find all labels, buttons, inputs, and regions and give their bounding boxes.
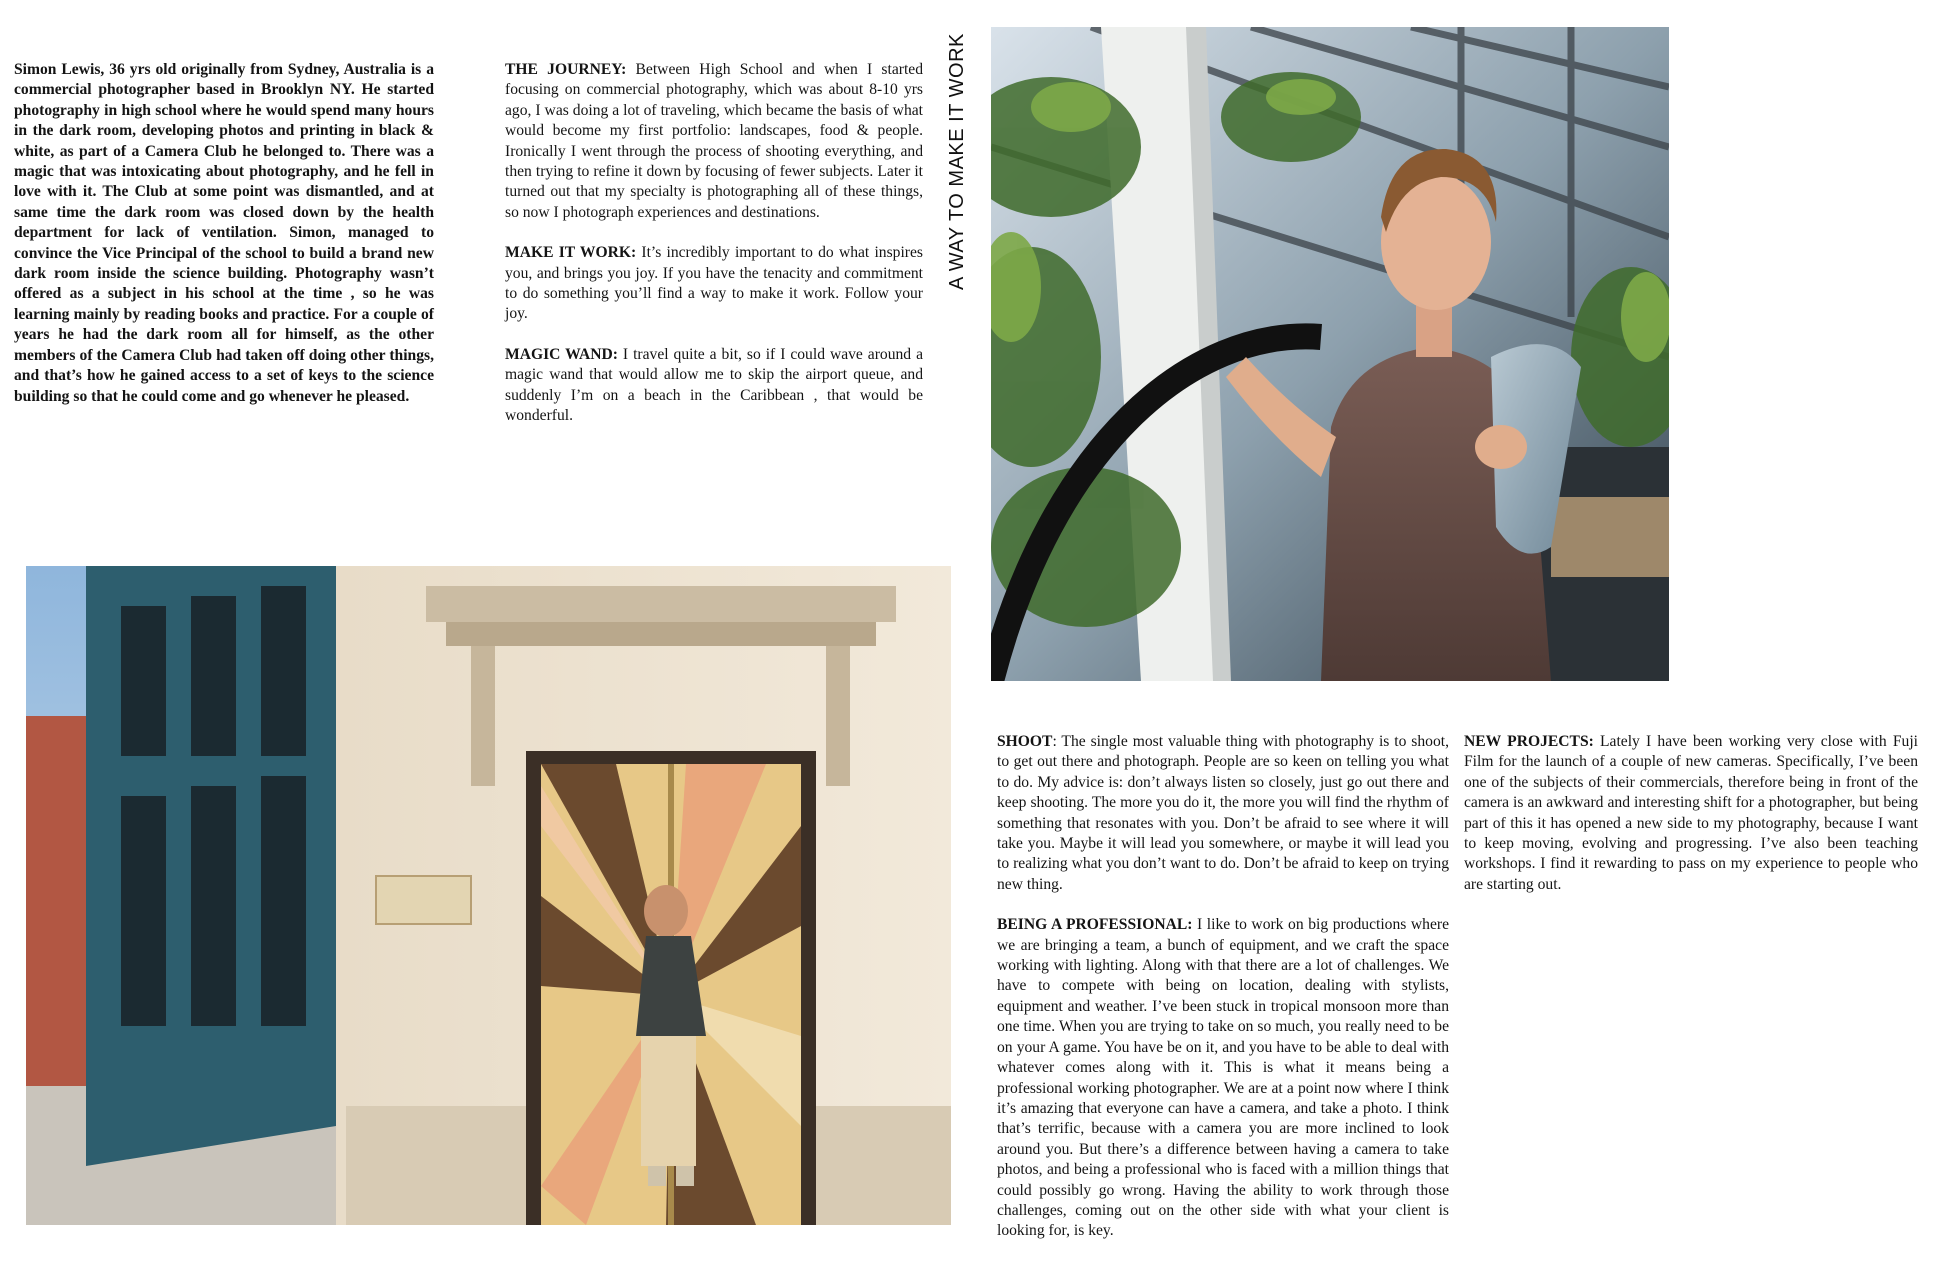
portrait-photo xyxy=(991,27,1669,681)
section-heading: MAGIC WAND: xyxy=(505,345,618,363)
section-heading: SHOOT xyxy=(997,733,1053,750)
section-heading: NEW PROJECTS: xyxy=(1464,733,1594,750)
side-title xyxy=(942,26,972,290)
section-magic-wand xyxy=(505,345,923,427)
section-body: It’s incredibly important to do what inspires you, and brings you joy. If you have the tenacity and commitment to do something you’ll find a way to make it work. Follow your joy. xyxy=(505,244,923,323)
doorway-photo xyxy=(26,566,951,1225)
section-shoot xyxy=(997,732,1449,895)
section-journey xyxy=(505,60,923,223)
doorway-photo-illustration xyxy=(26,566,951,1225)
section-body: : The single most valuable thing with photography is to shoot, to get out there and photograph. People are so keen on telling you what to do. My advice is: don’t always listen so closely, just go out there and keep shooting. The more you do it, the more you will find the rhythm of something that resonates with you. Don’t be afraid to see where it will take you. Maybe it will lead you somewhere, or maybe it will lead you to realizing what you don’t want to do. Don’t be afraid to keep on trying new thing. xyxy=(997,733,1449,893)
article-column-2 xyxy=(997,732,1449,1262)
section-body: I like to work on big productions where we are bringing a team, a bunch of equipment, and we craft the space working with lighting. Along with that there are a lot of challenges. We have to compete with being on location, dealing with stylists, equipment and weather. I’ve been stuck in tropical monsoon more than one time. When you are trying to take on so much, you really need to be on your A game. You have be on it, and you have to be able to deal with whatever comes along with it. This is what it means being a professional working photographer. We are at a point now where I think it’s amazing that everyone can have a camera, and take a photo. I think that’s terrific, because with a camera you are more inclined to look around you. But there’s a difference between having a camera to take photos, and being a professional who is faced with a million things that could possibly go wrong. Having the ability to work through those challenges, coming out on the other side with what your client is looking for, is key. xyxy=(997,916,1449,1240)
section-body: Lately I have been working very close with Fuji Film for the launch of a couple of new cameras. Specifically, I’ve been one of the subjects of their commercials, therefore being in front of the camera is an awkward and interesting shift for a photographer, but being part of this it has opened a new side to my photography, because I want to keep moving, evolving and progressing. I’ve also been teaching workshops. I find it rewarding to pass on my experience to people who are starting out. xyxy=(1464,733,1919,893)
side-title-text: A WAY TO MAKE IT WORK xyxy=(946,33,968,290)
section-heading: BEING A PROFESSIONAL: xyxy=(997,916,1193,934)
intro-paragraph: Simon Lewis, 36 yrs old originally from Sydney, Australia is a commercial photographer based in Brooklyn NY. He started photography in high school where he would spend many hours in the dark room, developing photos and printing in black & white, as part of a Camera Club he belonged to. There was a magic that was intoxicating about photography, and he fell in love with it. The Club at some point was dismantled, and at same time the dark room was closed down by the health department for lack of ventilation. Simon, managed to convince the Vice Principal of the school to build a brand new dark room inside the science building. Photography wasn’t offered as a subject in his school at the time , so he was learning mainly by reading books and practice. For a couple of years he had the dark room all for himself, as the other members of the Camera Club had taken off doing other things, and that’s how he gained access to a set of keys to the science building so that he could come and go whenever he pleased. xyxy=(14,61,434,405)
article-column-3 xyxy=(1464,732,1918,915)
section-body: I travel quite a bit, so if I could wave around a magic wand that would allow me to skip the airport queue, and suddenly I’m on a beach in the Caribbean , that would be wonderful. xyxy=(505,345,923,425)
section-professional xyxy=(997,915,1449,1242)
article-column-1 xyxy=(505,60,923,447)
section-new-projects xyxy=(1464,732,1918,895)
section-heading: THE JOURNEY: xyxy=(505,61,627,78)
section-heading: MAKE IT WORK: xyxy=(505,244,637,262)
section-make-it-work xyxy=(505,243,923,325)
section-body: Between High School and when I started focusing on commercial photography, which was about 8-10 yrs ago, I was doing a lot of traveling, which became the basis of what would become my first portfolio: landscapes, food & people. Ironically I went through the process of shooting everything, and then trying to refine it down by focusing of fewer subjects. Later it turned out that my specialty is photographing all of these things, so now I photograph experiences and destinations. xyxy=(505,61,923,221)
portrait-photo-illustration xyxy=(991,27,1669,681)
